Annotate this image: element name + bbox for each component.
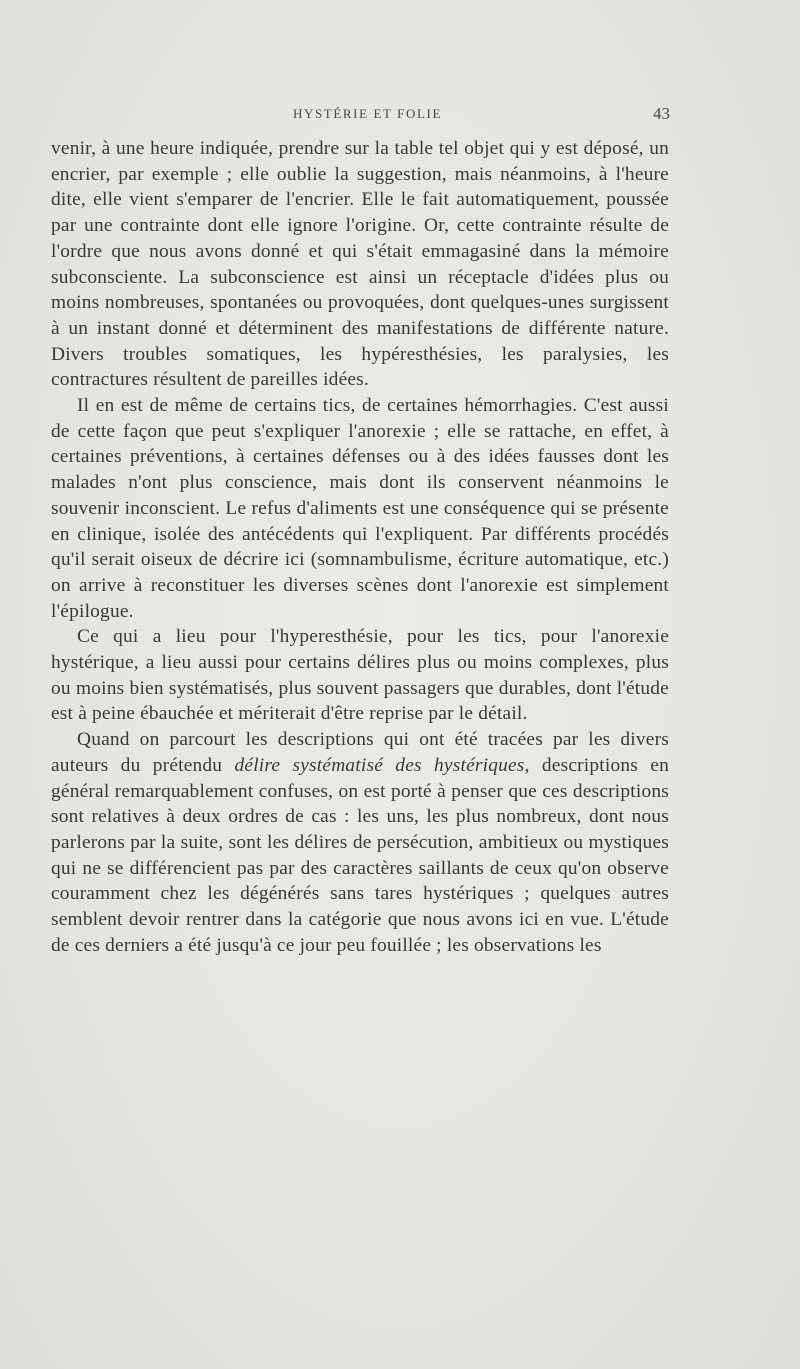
paragraph-delire-systematise — [51, 727, 669, 958]
paragraph-text-after-italic: , descriptions en général remarquablement confuses, on est porté à penser que ces descriptions sont relatives à deux ordres de cas : les uns, les plus nombreux, dont nous parlerons par la suite, sont les délires de persécution, ambitieux ou mystiques qui ne se différencient pas par des caractères saillants de ceux qu'on observe couramment chez les dégénérés sans tares hystériques ; quelques autres semblent devoir rentrer dans la catégorie que nous avons ici en vue. L'étude de ces derniers a été jusqu'à ce jour peu fouillée ; les observations les — [51, 754, 669, 956]
paragraph-text-before-italic: Quand on parcourt les descriptions qui ont été tracées par les divers auteurs du prétendu — [51, 729, 669, 776]
body-text — [51, 136, 669, 959]
paragraph-continued: venir, à une heure indiquée, prendre sur la table tel objet qui y est déposé, un encrier, par exemple ; elle oublie la suggestion, mais néanmoins, à l'heure dite, elle vient s'emparer de l'encrier. Elle le fait automatiquement, poussée par une contrainte dont elle ignore l'origine. Or, cette contrainte résulte de l'ordre que nous avons donné et qui s'était emmagasiné dans la mémoire subconsciente. La subconscience est ainsi un réceptacle d'idées plus ou moins nombreuses, spontanées ou provoquées, dont quelques-unes surgissent à un instant donné et déterminent des manifestations de différente nature. Divers troubles somatiques, les hypéresthésies, les paralysies, les contractures résultent de pareilles idées. — [51, 138, 669, 391]
running-title: HYSTÉRIE ET FOLIE — [292, 106, 442, 121]
italic-term: délire systématisé des hystériques — [234, 754, 525, 776]
paragraph-hyperesthesie: Ce qui a lieu pour l'hyperesthésie, pour les tics, pour l'anorexie hystérique, a lieu aussi pour certains délires plus ou moins complexes, plus ou moins bien systématisés, plus souvent passagers que durables, dont l'étude est à peine ébauchée et mériterait d'être reprise par le détail. — [51, 626, 669, 725]
paragraph-tics-anorexie: Il en est de même de certains tics, de certaines hémorrhagies. C'est aussi de cette façon que peut s'expliquer l'anorexie ; elle se rattache, en effet, à certaines préventions, à certaines défenses ou à des idées fausses dont les malades n'ont plus conscience, mais dont ils conservent néanmoins le souvenir inconscient. Le refus d'aliments est une conséquence qui se présente en clinique, isolée des antécédents qui l'expliquent. Par différents procédés qu'il serait oiseux de décrire ici (somnambulisme, écriture automatique, etc.) on arrive à reconstituer les diverses scènes dont l'anorexie est simplement l'épilogue. — [51, 395, 669, 622]
page-number: 43 — [653, 104, 670, 123]
running-header — [0, 104, 800, 128]
